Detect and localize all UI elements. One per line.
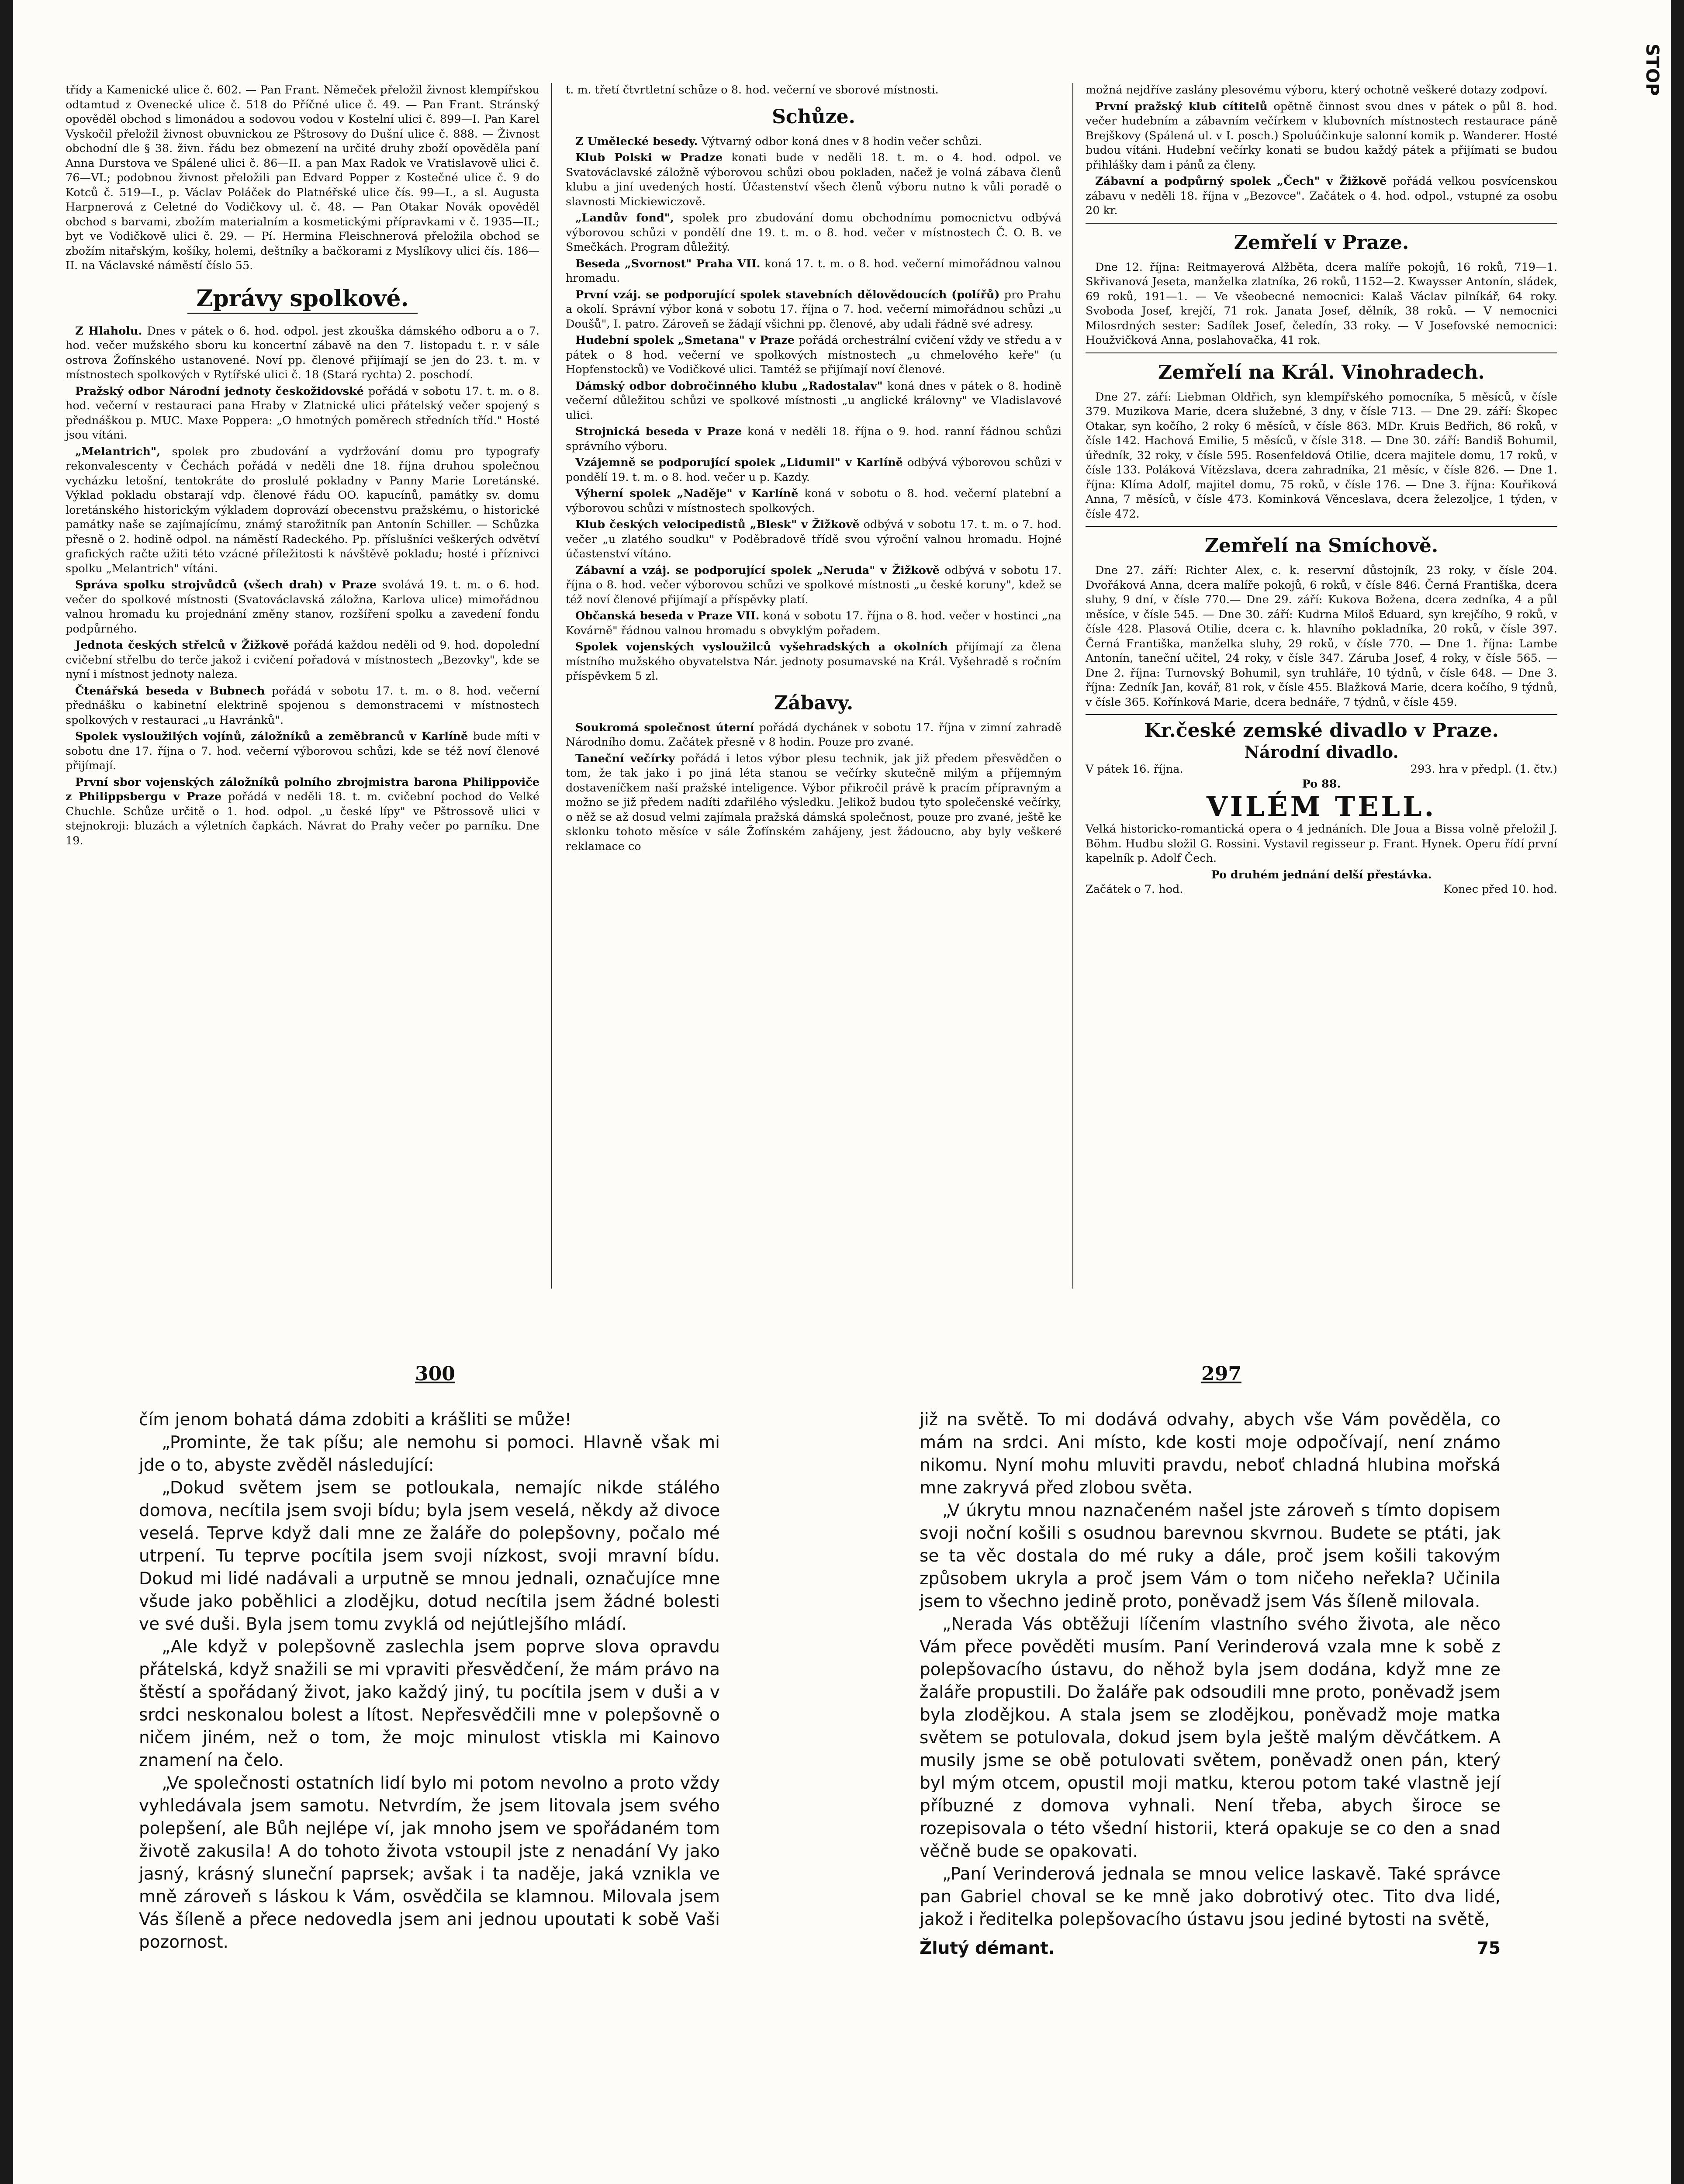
story-paragraph: „Prominte, že tak píšu; ale nemohu si pomoci. Hlavně však mi jde o to, abyste zvěděl následující: — [139, 1433, 720, 1475]
item-text: koná v sobotu o 8. hod. večerní platební a výborovou schůzi v místnostech spolkových. — [566, 487, 1062, 515]
list-item — [566, 640, 1062, 684]
story-footer-title: Žlutý démant. — [920, 1939, 1055, 1958]
list-item — [66, 638, 539, 682]
story-right — [920, 1409, 1501, 1960]
column-1 — [66, 83, 539, 850]
divider — [1086, 352, 1557, 353]
item-text: pořádá velkou posvícenskou zábavu v neděli 18. října v „Bezovce". Začátek o 4. hod. odpol., vstupné za osobu 20 kr. — [1086, 175, 1557, 217]
theatre-times — [1086, 882, 1557, 897]
list-item — [566, 752, 1062, 854]
divider — [1086, 714, 1557, 715]
item-text: Dnes v pátek o 6. hod. odpol. jest zkouška dámského odboru a o 7. hod. večer mužského sboru ku koncertní zábavě na den 7. listopadu t. r. v sále ostrova Žofínského ustanovené. Noví pp. členové přijímají se jen do 23. t. m. v místnostech spolkových v Rytířské ulici č. 18 (Stará rychta) 2. poschodí. — [66, 324, 539, 381]
divider — [1086, 223, 1557, 224]
item-text: pořádá v sobotu 17. t. m. o 8. hod. večerní přednášku o kabinetní elektrině spojenou s demonstracemi v místnostech spolkových v restauraci „u Havránků". — [66, 684, 539, 727]
list-item — [566, 425, 1062, 454]
page-number-left: 300 — [415, 1363, 455, 1385]
item-head: Klub Polski w Pradze — [575, 151, 723, 164]
margin-mark: STOP — [1642, 44, 1662, 96]
meetings-list — [566, 135, 1062, 684]
section-title-deaths-prague: Zemřelí v Praze. — [1234, 231, 1409, 254]
story-paragraph: „V úkrytu mnou naznačeném našel jste zároveň s tímto dopisem svoji noční košili s osudnou barevnou skvrnou. Budete se ptáti, jak se ta věc dostala do mé ruky a dále, proč jsem košili takovým způsobem ukryla a proč jsem Vám o tom ničeho neřekla? Učinila jsem to všechno jedině proto, poněvadž jsem Vás šíleně milovala. — [920, 1501, 1501, 1611]
item-text: pro Prahu a okolí. Správní výbor koná v sobotu 17. října o 7. hod. večerní mimořádnou schůzi „u Doušů", I. patro. Zároveň se žádají všichni pp. členové, aby udali řádně své adresy. — [566, 288, 1062, 331]
item-head: Spolek vojenských vysloužilců vyšehradských a okolních — [575, 640, 948, 653]
list-item — [66, 775, 539, 849]
list-item — [566, 456, 1062, 485]
item-text: spolek pro zbudování a vydržování domu pro typografy rekonvalescenty v Čechách pořádá v neděli dne 18. října druhou společnou vycházku letošní, tentokráte do proslulé pokladny v Panny Marie Loretánské. Výklad pokladu obstarají vdp. členové řádu OO. kapucínů, památky sv. domu loretánského historickým výkladem doprovází obecenstvu pražskému, o historické památky naše se zajímajícímu, známý starožitník pan Antonín Schiller. — Schůzka přesně o 2. hodině odpol. na náměstí Radeckého. Pp. příslušníci veškerých odvětví grafických račte užiti této vzácné příležitosti k návštěvě pokladu; hosté i příznivci spolku „Melantrich" vítáni. — [66, 445, 539, 575]
entertainment-list — [566, 721, 1062, 854]
item-head: Správa spolku strojvůdců (všech drah) v Praze — [75, 578, 377, 591]
item-text: odbývá výborovou schůzi v pondělí 19. t. m. o 8. hod. večer u p. Kazdy. — [566, 456, 1062, 484]
page-number-right: 297 — [1201, 1363, 1241, 1385]
item-text: spolek pro zbudování domu obchodnímu pomocnictvu odbývá výborovou schůzi v pondělí dne 19. t. m. o 8. hod. večer v místnostech Č. O. B. ve Smečkách. Program důležitý. — [566, 211, 1062, 254]
list-item — [566, 257, 1062, 286]
item-text: koná v neděli 18. října o 9. hod. ranní řádnou schůzi správního výboru. — [566, 425, 1062, 453]
item-text: koná 17. t. m. o 8. hod. večerní mimořádnou valnou hromadu. — [566, 257, 1062, 285]
section-title-zpravy-spolkove: Zprávy spolkové. — [187, 286, 417, 314]
item-head: Soukromá společnost úterní — [575, 721, 754, 734]
item-text: svolává 19. t. m. o 6. hod. večer do spolkové místnosti (Svatováclavská záložna, Karlova ulice) mimořádnou valnou hromadu ku projednání změny stanov, rozšíření spolku a zavedení fondu podpůrného. — [66, 578, 540, 636]
item-head: „Melantrich", — [75, 445, 160, 458]
item-text: odbývá v sobotu 17. t. m. o 7. hod. večer „u zlatého soudku" v Poděbradově třídě svou výroční valnou hromadu. Hojné účastenství vítáno. — [566, 518, 1062, 560]
theatre-pause: Po druhém jednání delší přestávka. — [1211, 868, 1432, 881]
list-item — [66, 384, 539, 443]
club-news-list — [66, 324, 539, 849]
section-header — [66, 278, 539, 320]
list-item — [66, 324, 539, 383]
item-head: První sbor vojenských záložníků polního zbrojmistra barona Philippoviče z Philippsbergu v Praze — [66, 775, 539, 803]
list-item — [566, 333, 1062, 377]
list-item — [566, 487, 1062, 516]
theatre-performance: 293. hra v předpl. (1. čtv.) — [1410, 763, 1557, 776]
item-text: pořádá v neděli 18. t. m. cvičební pochod do Velké Chuchle. Schůze určitě o 1. hod. odpol. „u české lípy" ve Pštrossově ulici v stejnokroji: bluzách a výletních čapkách. Návrat do Prahy večer po parníku. Dne 19. — [66, 790, 539, 847]
column-3 — [1086, 83, 1557, 897]
column-rule — [1072, 83, 1073, 1289]
item-text: bude míti v sobotu dne 17. října o 7. hod. večerní výborovou schůzi, kde se též noví členové přijímají. — [66, 730, 540, 772]
item-head: Dámský odbor dobročinného klubu „Radostalav" — [575, 379, 883, 393]
page-edge-left — [0, 0, 13, 2184]
section-title-deaths-smichov: Zemřelí na Smíchově. — [1204, 535, 1438, 557]
item-head: Zábavní a podpůrný spolek „Čech" v Žižkově — [1095, 175, 1387, 188]
item-head: Výherní spolek „Naděje" v Karlíně — [575, 487, 799, 500]
item-text: odbývá v sobotu 17. října o 8. hod. večer výborovou schůzi ve spolkové místnosti „u české koruny", kdež se též noví členové přijímají a příspěvky platí. — [566, 563, 1062, 606]
item-text: pořádá orchestrální cvičení vždy ve středu a v pátek o 8 hod. večerní ve spolkových místnostech „u chmelového keře" (u Hopfenstocků) ve Vodičkové ulici. Tamtéž se přijímají noví členové. — [566, 334, 1062, 376]
section-title-deaths-vinohrady: Zemřelí na Král. Vinohradech. — [1158, 361, 1485, 384]
item-head: Z Hlaholu. — [75, 324, 142, 338]
section-title-schuze: Schůze. — [772, 105, 855, 128]
item-text: Výtvarný odbor koná dnes v 8 hodin večer schůzi. — [701, 135, 982, 148]
list-item — [566, 518, 1062, 562]
list-item — [66, 445, 539, 577]
continued-text: t. m. třetí čtvrtletní schůze o 8. hod. večerní ve sborové místnosti. — [566, 83, 939, 97]
theatre-opera-title: VILÉM TELL. — [1206, 791, 1437, 822]
list-item — [66, 684, 539, 728]
item-text: opětně činnost svou dnes v pátek o půl 8. hod. večer hudebním a zábavním večírkem v klubovních místnostech restaurace páně Brejškovy (Spálená ul. v I. posch.) Spoluúčinkuje salonní komik p. Wanderer. Hosté budou vítáni. Hudební večírky konati se budou každý pátek a přijímati se budou přihlášky dam i pánů za členy. — [1086, 100, 1557, 172]
story-paragraph: „Ale když v polepšovně zaslechla jsem poprve slova opravdu přátelská, když snažili se mi vpraviti přesvědčení, že mám právo na štěstí a spořádaný život, jako každý jiný, tu pocítila jsem v duši a v srdci neskonalou bolest a lítost. Nepřesvědčili mne v polepšovně o ničem jiném, než o tom, že mojc minulost vtiskla mi Kainovo znamení na čelo. — [139, 1637, 720, 1770]
story-footer-page: 75 — [1477, 1939, 1501, 1958]
theatre-program — [1086, 719, 1557, 897]
page-edge-right — [1671, 0, 1684, 2184]
deaths-smichov-text: Dne 27. září: Richter Alex, c. k. reservní důstojník, 23 roky, v čísle 204. Dvořáková Anna, dcera malíře pokojů, 6 roků, v čísle 846. Černá Františka, dcera sluhy, 9 dní, v čísle 770.— Dne 29. září: Kukova Božena, dcera zedníka, 4 a půl měsíce, v čísle 545. — Dne 30. září: Kudrna Miloš Eduard, syn krejčího, 9 roků, v čísle 428. Plasová Otilie, dcera c. k. hlavního pokladníka, 20 roků, v čísle 397. Černá Františka, manželka sluhy, 29 roků, v čísle 770. — Dne 1. října: Lambe Antonín, taneční učitel, 24 roky, v čísle 347. Záruba Josef, 4 roky, v čísle 565. — Dne 2. října: Turnovský Bohumil, syn truhláře, 10 týdnů, v čísle 648. — Dne 3. října: Zedník Jan, kovář, 81 rok, v čísle 455. Blažková Marie, dcera kočího, 9 týdnů, v čísle 365. Kořínková Marie, dcera bednáře, 7 týdnů, v čísle 459. — [1086, 564, 1557, 709]
continued-text: možná nejdříve zaslány plesovému výboru, který ochotně veškeré dotazy zodpoví. — [1086, 83, 1548, 97]
divider — [1086, 526, 1557, 527]
trade-notices: třídy a Kamenické ulice č. 602. — Pan Frant. Němeček přeložil živnost klempířskou odtamtud z Ovenecké ulice č. 518 do Příčné ulice č. 49. — Pan Frant. Stránský opověděl obchod s limonádou a sodovou vodou v Kostelní ulici č. 899—I. Pan Karel Vyskočil přeložil živnost obuvnickou ze Pštrosovy do Dušní ulice č. 888. — Živnost obchodní dle § 38. živn. řádu bez obmezení na určité druhy zboží opověděla paní Anna Durstova ve Spálené ulici č. 86—II. a pan Max Radok ve Vratislavově ulici č. 76—VI.; podobnou živnost přeložili pan Edvard Popper z Kostečné ulice č. 9 do Kotců č. 519—I., p. Václav Poláček do Platnéřské ulice čís. 99—I., a sl. Augusta Harpnerová z Celetné do Vodičkovy ul. č. 48. — Pan Otakar Novák opověděl obchod s barvami, zbožím materialním a kosmetickými přípravkami v č. 1935—II.; byt ve Vodičkově ulici č. 29. — Pí. Hermina Fleischnerová přeložila obchod se zbožím nitařským, košíky, holemi, deštníky a bačkorami z Myslíkovy ulici čís. 186—II. na Václavské náměstí číslo 55. — [66, 83, 539, 272]
item-head: Strojnická beseda v Praze — [575, 425, 742, 438]
item-text: pořádá v sobotu 17. t. m. o 8. hod. večerní v restauraci pana Hraby v Zlatnické ulici přátelský večer spojený s přednáškou p. MUC. Maxe Poppera: „O hmotných poměrech středních tříd." Hosté jsou vítáni. — [66, 384, 540, 442]
story-paragraph: „Dokud světem jsem se potloukala, nemajíc nikde stálého domova, necítila jsem svoji bídu; byla jsem veselá, někdy až divoce veselá. Teprve když dali mne ze žaláře do polepšovny, počalo mé utrpení. Tu teprve pocítila jsem svoji nízkost, svoji mravní bídu. Dokud mi lidé nadávali a urputně se mnou jednali, označujíce mne všude jako poběhlici a zlodějku, dotud necítila jsem žádné bolesti ve své duši. Byla jsem tomu zvyklá od nejútlejšího mládí. — [139, 1478, 720, 1634]
item-head: Jednota českých střelců v Žižkově — [75, 639, 289, 652]
story-paragraph: „Nerada Vás obtěžuji líčením vlastního svého života, ale něco Vám přece pověděti musím. Paní Verinderová vzala mne k sobě z polepšovacího ústavu, do něhož byla jsem dodána, když mne ze žaláře propustili. Do žaláře pak odsoudili mne proto, poněvadž jsem byla zlodějkou. A stala jsem se zlodějkou, poněvadž moje matka světem se potulovala, dokud jsem byla ještě malým děvčátkem. A musily jsme se obě potulovati světem, poněvadž onen pán, který byl mým otcem, opustil moji matku, kterou potom také vlastně její příbuzné z domova vyhnali. Není třeba, abych široce se rozepisovala o této všední historii, která opakuje se co den a snad věčně bude se opakovati. — [920, 1614, 1501, 1861]
theatre-date-row — [1086, 762, 1557, 777]
item-head: Beseda „Svornost" Praha VII. — [575, 257, 761, 270]
item-text: koná dnes v pátek o 8. hodině večerní důležitou schůzi ve spolkové místnosti „u anglické královny" ve Vladislavové ulici. — [566, 379, 1062, 422]
list-item — [66, 729, 539, 774]
theatre-title: Kr.české zemské divadlo v Praze. — [1144, 719, 1499, 742]
item-text: koná v sobotu 17. října o 8. hod. večer v hostinci „na Kovárně" řádnou valnou hromadu s obvyklým pořadem. — [566, 609, 1062, 637]
theatre-date: V pátek 16. října. — [1086, 763, 1183, 776]
theatre-end: Konec před 10. hod. — [1443, 883, 1557, 896]
list-item — [566, 211, 1062, 255]
item-head: Z Umělecké besedy. — [575, 135, 698, 148]
column-rule — [551, 83, 552, 1289]
story-paragraph: čím jenom bohatá dáma zdobiti a krášliti se může! — [139, 1410, 572, 1430]
list-item — [566, 151, 1062, 209]
theatre-number: Po 88. — [1302, 777, 1341, 791]
story-left — [139, 1409, 720, 1954]
section-title-zabavy: Zábavy. — [774, 691, 854, 714]
theatre-description: Velká historicko-romantická opera o 4 jednáních. Dle Joua a Bissa volně přeložil J. Böhm. Hudbu složil G. Rossini. Vystavil regisseur p. Frant. Hynek. Operu řídí první kapelník p. Adolf Čech. — [1086, 822, 1557, 865]
list-item — [566, 135, 1062, 149]
item-head: Pražský odbor Národní jednoty českožidovské — [75, 384, 364, 398]
item-head: Taneční večírky — [575, 752, 675, 765]
item-head: „Landův fond", — [575, 211, 674, 225]
item-text: přijímají za člena místního mužského obyvatelstva Nár. jednoty posumavské na Král. Vyšehradě s ročním příspěvkem 5 zl. — [566, 640, 1062, 683]
column-2 — [566, 83, 1062, 856]
item-head: Hudební spolek „Smetana" v Praze — [575, 334, 795, 347]
deaths-vinohrady-text: Dne 27. září: Liebman Oldřich, syn klempířského pomocníka, 5 měsíců, v čísle 379. Muzikova Marie, dcera služebné, 3 dny, v čísle 713. — Dne 29. září: Škopec Otakar, syn kočího, 2 roky 6 měsíců, v čísle 863. MDr. Kruis Bedřich, 86 roků, v čísle 142. Hachová Emilie, 5 měsíců, v čísle 318. — Dne 30. září: Bandiš Bohumil, úředník, 32 roky, v čísle 595. Rosenfeldová Otilie, dcera majitele domu, 17 roků, v čísle 133. Poláková Vítězslava, dcera zahradníka, 21 měsíc, v čísle 826. — Dne 1. října: Klíma Adolf, majitel domu, 75 roků, v čísle 176. — Dne 3. října: Kouřiková Anna, 7 měsíců, v čísle 473. Kominková Věnceslava, dcera železoljce, 1 týden, v čísle 472. — [1086, 390, 1557, 521]
item-head: Zábavní a vzáj. se podporující spolek „Neruda" v Žižkově — [575, 563, 940, 577]
story-paragraph: „Ve společnosti ostatních lidí bylo mi potom nevolno a proto vždy vyhledávala jsem samotu. Netvrdím, že jsem litovala jsem svého polepšení, ale Bůh nejlépe ví, jak mnoho jsem ve spořádaném tom životě zakusila! A do tohoto života vstoupil jste z nenadání Vy jako jasný, krásný sluneční paprsek; avšak i ta naděje, jaká vznikla ve mně zároveň s láskou k Vám, osvědčila se klamnou. Milovala jsem Vás šíleně a přece nedovedla jsem ani jednou upoutati k sobě Vaši pozornost. — [139, 1773, 720, 1952]
item-text: pořádá i letos výbor plesu technik, jak již předem přesvědčen o tom, že tak jako i po jiná léta stanou se večírky skutečně milým a příjemným dostaveníčkem naší pražské inteligence. Výbor přikročil právě k pracím přípravným a možno se již předem nadíti zdařilého výsledku. Jelikož budou tyto společenské večírky, o něž se až dosud velmi zajímala pražská dámská společnost, pouze pro zvané, ještě ke sklonku tohoto měsíce v sále Žofínském zahájeny, jest žádoucno, aby byly veškeré reklamace co — [566, 752, 1062, 853]
list-item — [1086, 174, 1557, 218]
list-item — [566, 288, 1062, 332]
story-paragraph: již na světě. To mi dodává odvahy, abych vše Vám pověděla, co mám na srdci. Ani místo, kde kosti moje odpočívají, není známo nikomu. Nyní mohu mluviti pravdu, neboť chladná hlubina mořská mne zakryvá před zlobou světa. — [920, 1410, 1501, 1498]
list-item — [66, 578, 539, 636]
theatre-subtitle: Národní divadlo. — [1244, 742, 1399, 762]
list-item — [566, 721, 1062, 750]
list-item — [566, 563, 1062, 608]
deaths-prague-text: Dne 12. října: Reitmayerová Alžběta, dcera malíře pokojů, 16 roků, 719—1. Skřivanová Jeseta, manželka zlatníka, 26 roků, 1152—2. Kwaysser Antonín, sládek, 69 roků, 191—1. — Ve všeobecné nemocnici: Kalaš Václav pilníkář, 64 roky. Svoboda Josef, krejčí, 71 rok. Janata Josef, dělník, 38 roků. — V nemocnici Milosrdných sester: Sadílek Josef, čeledín, 33 roky. — V Josefovské nemocnici: Houžvičková Anna, poslahovačka, 41 rok. — [1086, 260, 1557, 347]
list-item — [1086, 100, 1557, 173]
story-paragraph: „Paní Verinderová jednala se mnou velice laskavě. Také správce pan Gabriel choval se ke mně jako dobrotivý otec. Tito dva lidé, jakož i ředitelka polepšovacího ústavu jsou jediné bytosti na světě, — [920, 1864, 1501, 1929]
item-head: Vzájemně se podporující spolek „Lidumil" v Karlíně — [575, 456, 903, 469]
item-text: pořádá dychánek v sobotu 17. října v zimní zahradě Národního domu. Začátek přesně v 8 hodin. Pouze pro zvané. — [566, 721, 1062, 749]
list-item — [566, 379, 1062, 423]
item-head: Spolek vysloužilých vojínů, záložníků a zeměbranců v Karlíně — [75, 730, 468, 743]
item-head: Čtenářská beseda v Bubnech — [75, 684, 265, 698]
story-footer — [920, 1937, 1501, 1960]
item-text: pořádá každou neděli od 9. hod. dopolední cvičební střelbu do terče jakož i cvičení pořadová v místnostech „Bezovky", kde se nyní i místnost jednoty naleza. — [66, 639, 539, 681]
item-head: Občanská beseda v Praze VII. — [575, 609, 760, 622]
list-item — [566, 609, 1062, 638]
item-head: První vzáj. se podporující spolek stavebních dělovědoucích (polířů) — [575, 288, 1000, 301]
item-text: konati bude v neděli 18. t. m. o 4. hod. odpol. ve Svatováclavské záložně výborovou schůzi obou pokladen, načež je volná zábava členů klubu a jiní uvedených hostí. Účastenství všech členů výboru nutno k vůli poradě o slavnosti Mickiewiczově. — [566, 151, 1062, 208]
item-head: Klub českých velocipedistů „Blesk" v Žižkově — [575, 518, 860, 531]
item-head: První pražský klub cítitelů — [1095, 100, 1268, 113]
theatre-start: Začátek o 7. hod. — [1086, 883, 1183, 896]
